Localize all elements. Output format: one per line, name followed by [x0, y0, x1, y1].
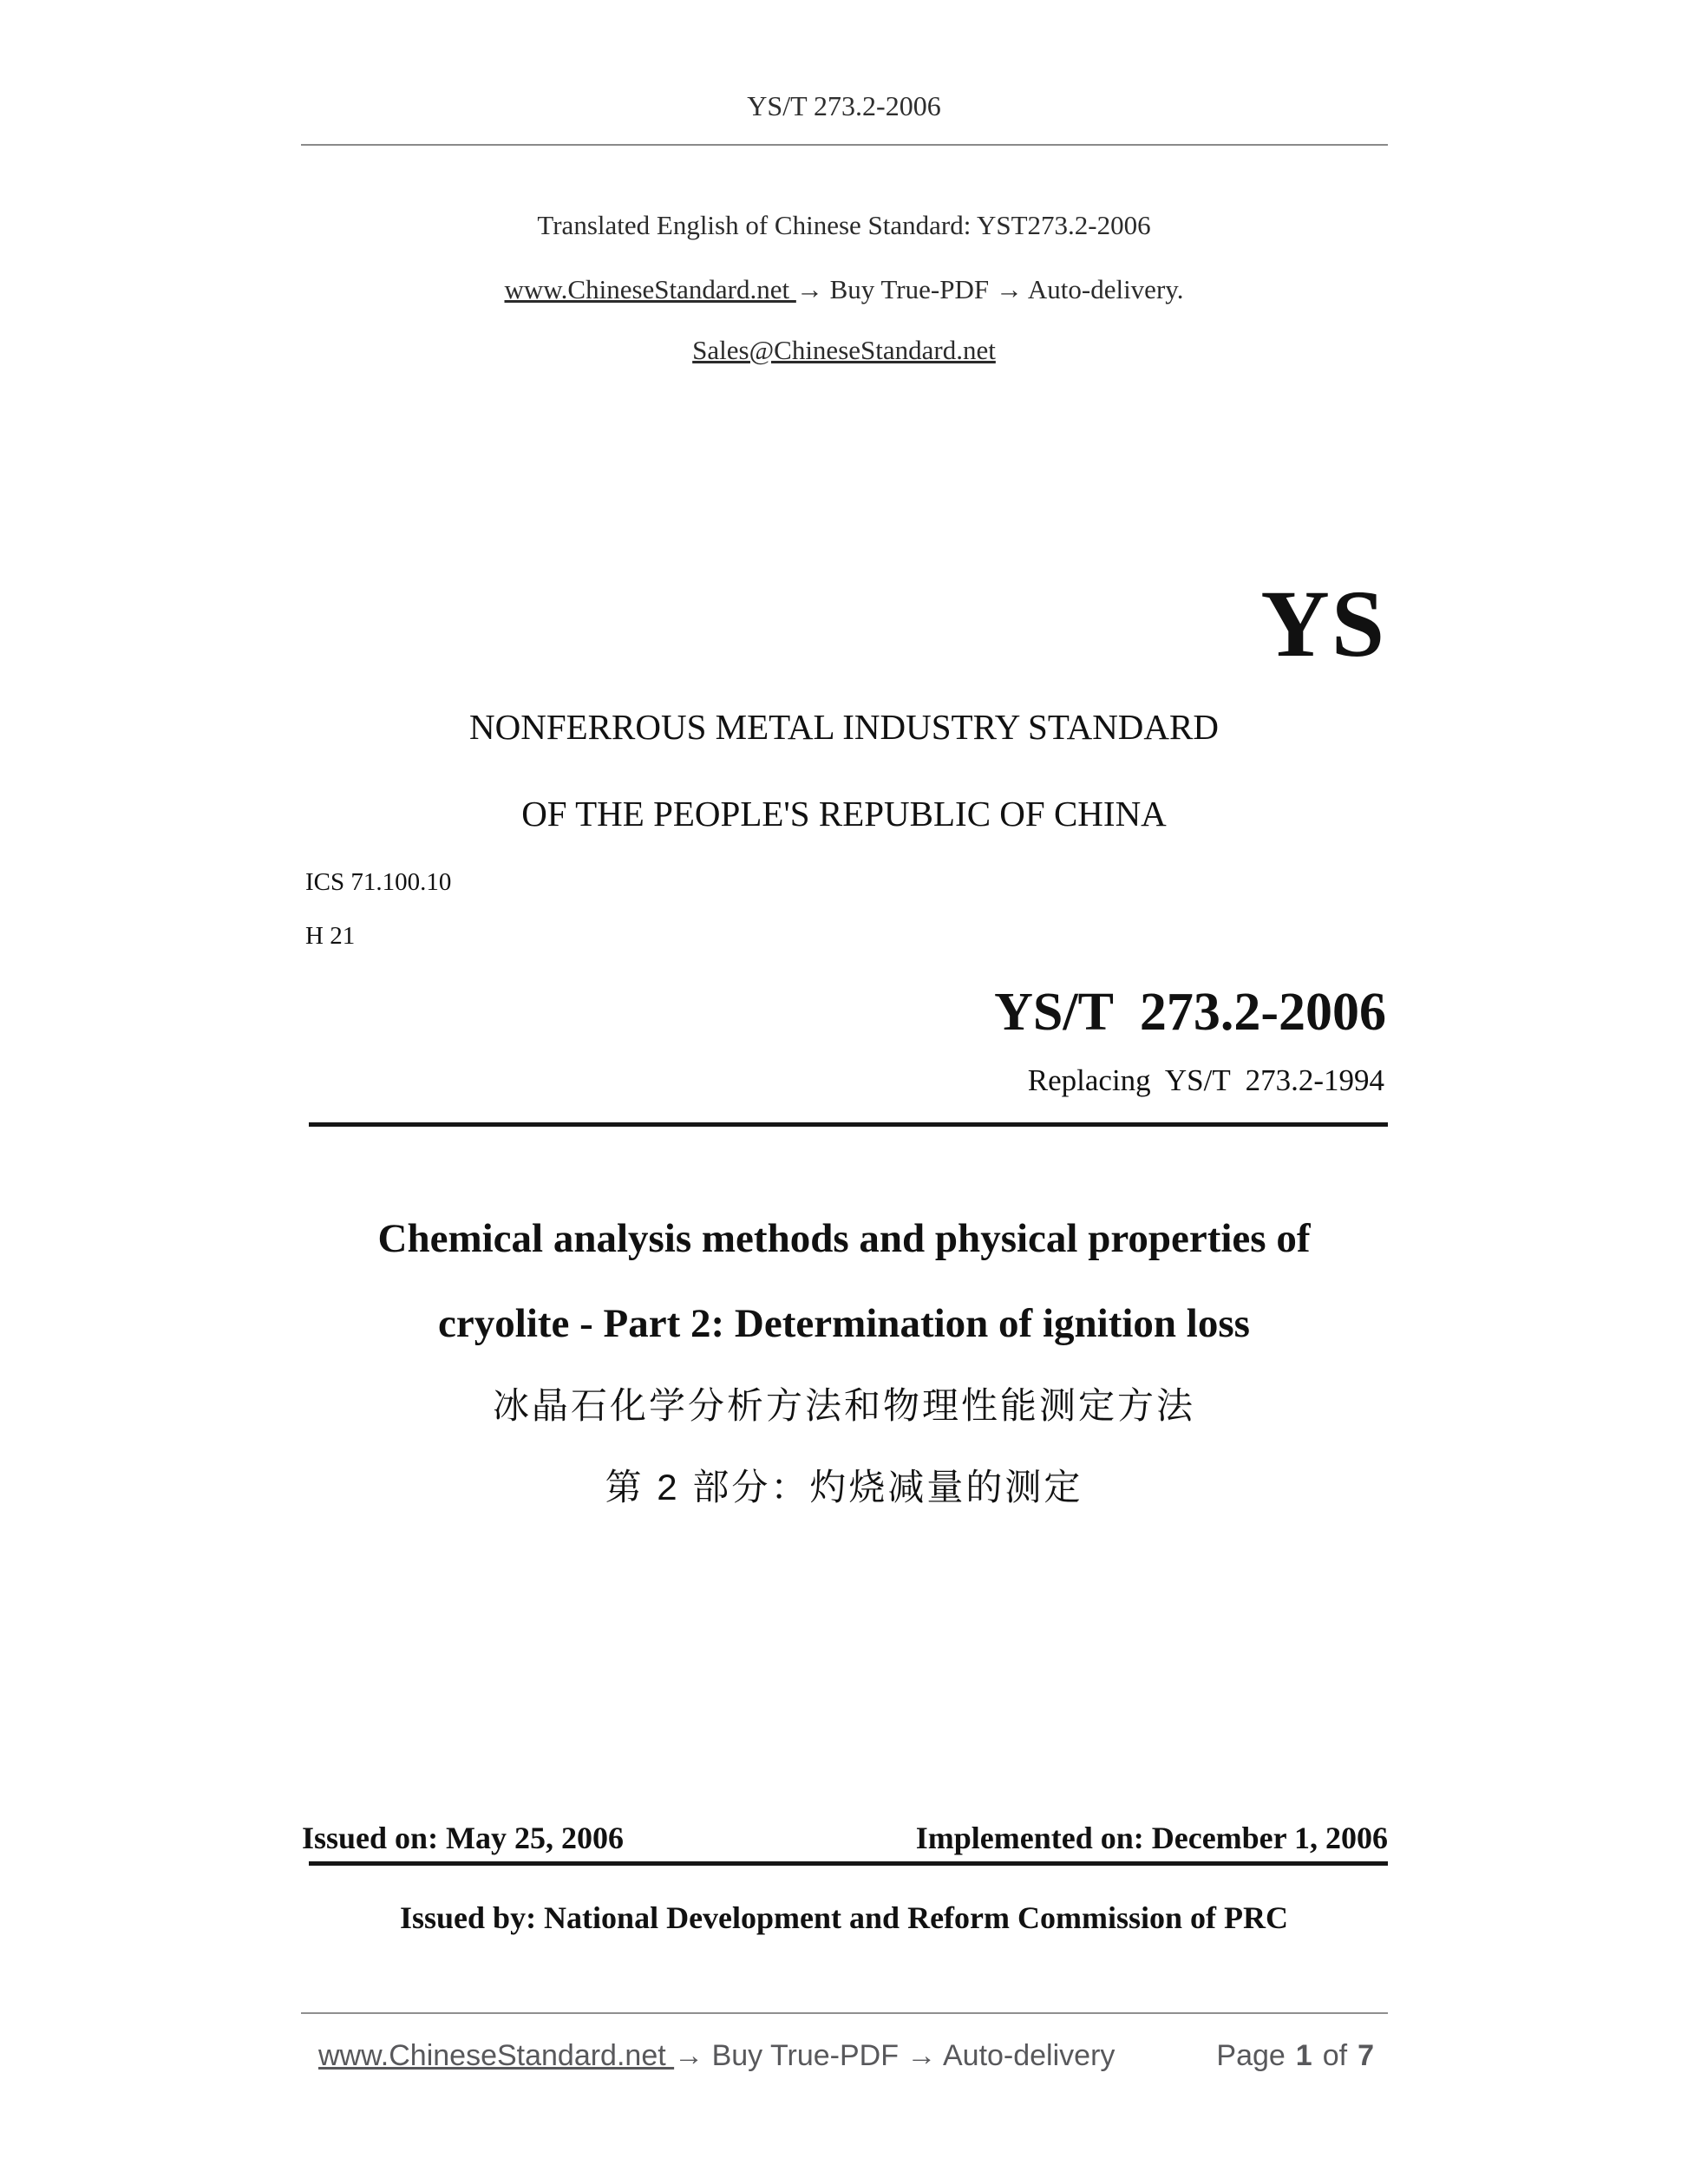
- sales-line: [0, 335, 1688, 366]
- footer-site-link[interactable]: www.ChineseStandard.net: [318, 2039, 675, 2072]
- site-link[interactable]: www.ChineseStandard.net: [504, 274, 796, 304]
- footer-divider-line: [301, 2012, 1388, 2014]
- thick-divider-bottom: [309, 1861, 1388, 1866]
- title-english-line2: cryolite - Part 2: Determination of ignition loss: [438, 1301, 1250, 1346]
- footer-buy-line: [318, 2038, 1115, 2073]
- implemented-date: Implemented on: December 1, 2006: [915, 1821, 1388, 1855]
- title-english-line1: Chemical analysis methods and physical properties of: [377, 1216, 1311, 1261]
- issued-by-line: Issued by: National Development and Reform Commission of PRC: [400, 1900, 1288, 1935]
- running-header-standard-code: YS/T 273.2-2006: [747, 90, 941, 121]
- footer-page-indicator: [1216, 2038, 1374, 2073]
- translated-note: Translated English of Chinese Standard: YST273.2-2006: [537, 210, 1151, 240]
- page-of-label: of: [1322, 2039, 1348, 2072]
- china-classification-code: H 21: [305, 922, 356, 950]
- sales-email-link[interactable]: Sales@ChineseStandard.net: [692, 335, 996, 365]
- ics-classification: ICS 71.100.10: [305, 868, 452, 896]
- header-divider-line: [301, 144, 1388, 146]
- standard-body-logo: YS: [1260, 571, 1386, 677]
- title-chinese-line2: 第 2 部分：灼烧减量的测定: [605, 1467, 1083, 1507]
- standard-code-heading: YS/T 273.2-2006: [994, 983, 1386, 1042]
- buy-info-rest: → Buy True-PDF → Auto-delivery.: [795, 274, 1184, 304]
- replacing-note: Replacing YS/T 273.2-1994: [1027, 1063, 1384, 1097]
- issuing-org-line2: OF THE PEOPLE'S REPUBLIC OF CHINA: [521, 794, 1167, 834]
- title-chinese-line1: 冰晶石化学分析方法和物理性能测定方法: [492, 1385, 1195, 1426]
- page-label: Page: [1216, 2039, 1286, 2072]
- buy-info-line: [0, 274, 1688, 305]
- page-current-number: 1: [1295, 2039, 1312, 2072]
- footer-buy-rest: → Buy True-PDF → Auto-delivery: [674, 2039, 1116, 2072]
- issuing-org-line1: NONFERROUS METAL INDUSTRY STANDARD: [469, 707, 1219, 747]
- page-total-number: 7: [1358, 2039, 1374, 2072]
- thick-divider-top: [309, 1122, 1388, 1127]
- issued-date: Issued on: May 25, 2006: [302, 1821, 625, 1855]
